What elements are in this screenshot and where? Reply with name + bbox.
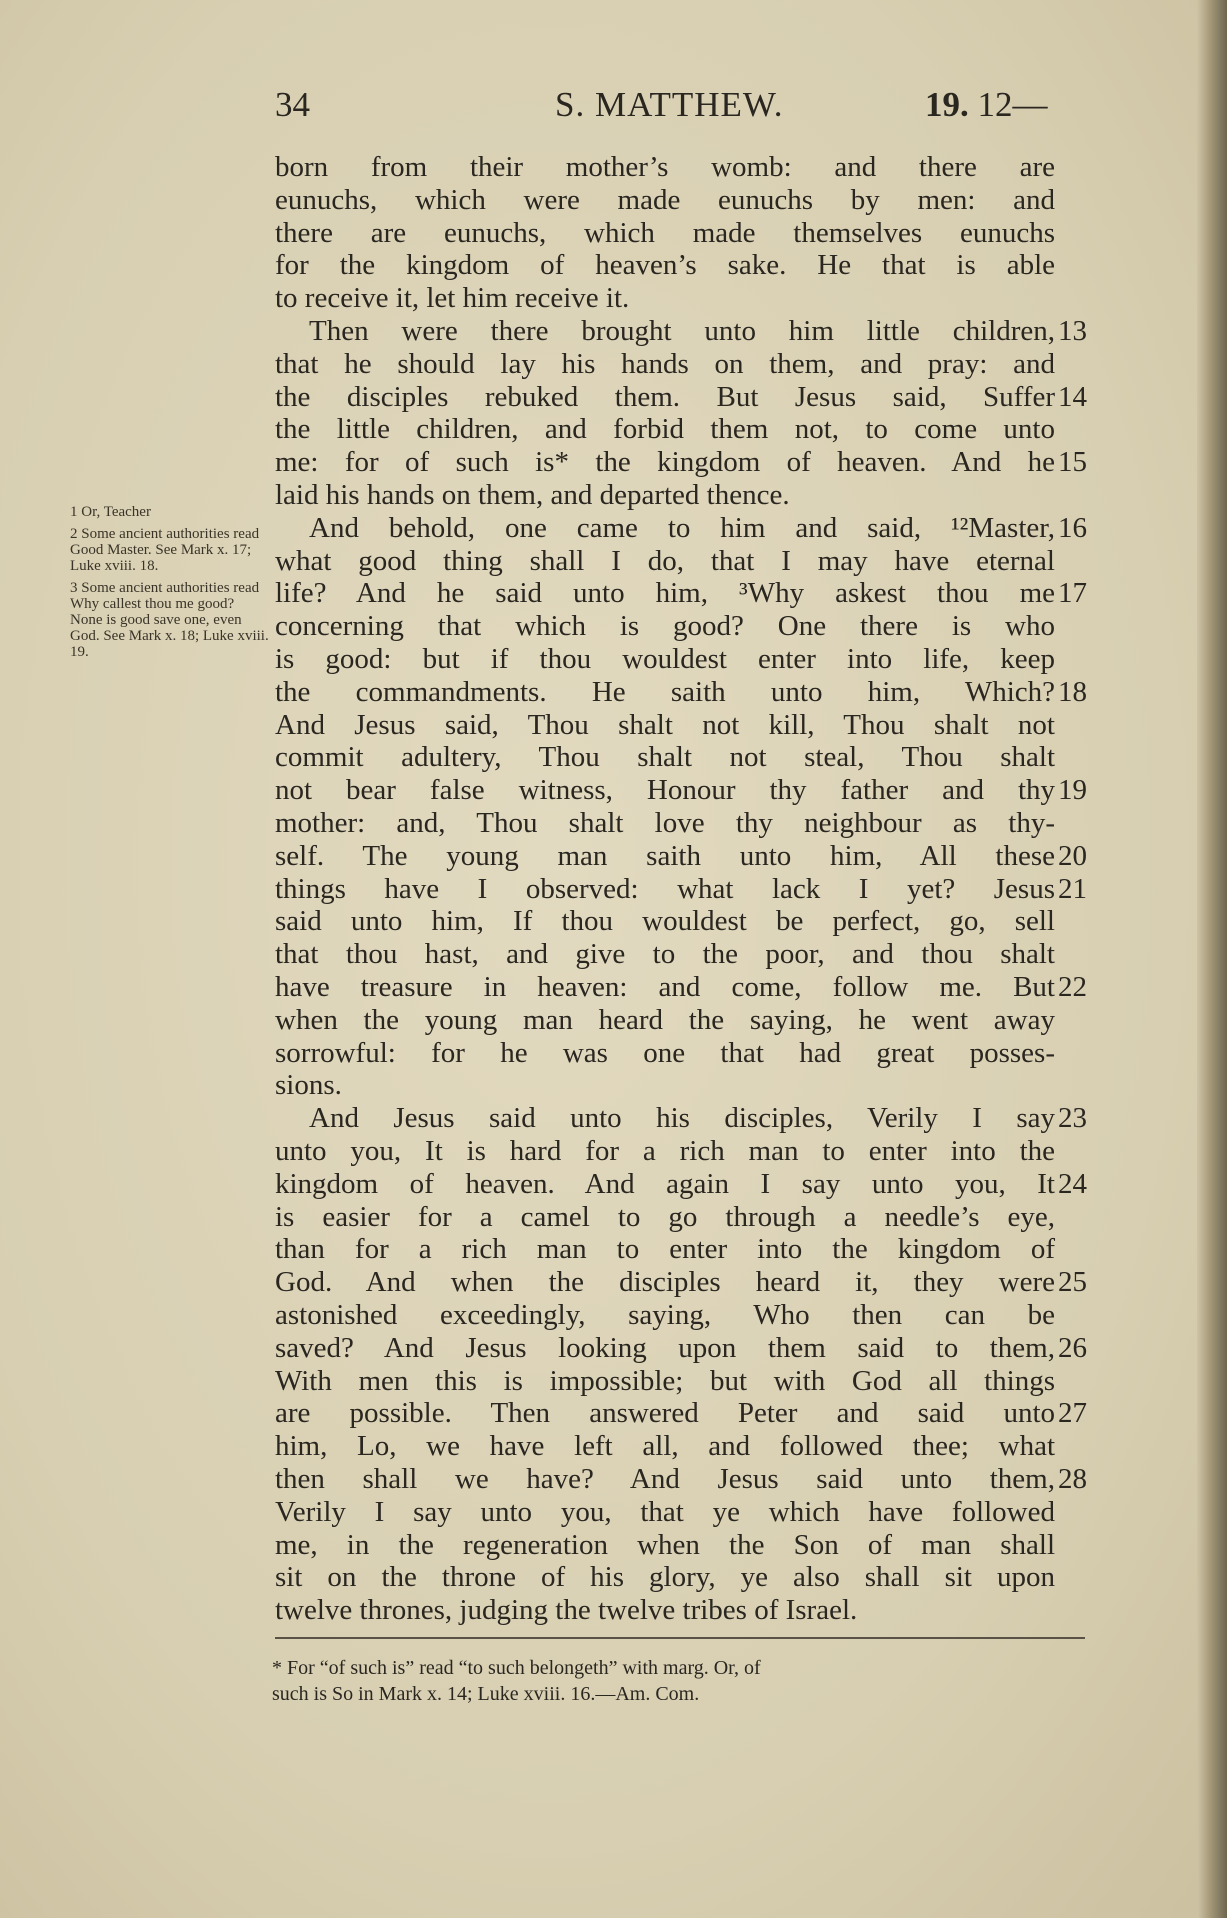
verse-number: 26	[1058, 1331, 1087, 1364]
running-header	[0, 85, 1227, 125]
text-line: God. And when the disciples heard it, they were	[275, 1266, 1055, 1299]
text-line: eunuchs, which were made eunuchs by men: and	[275, 183, 1055, 216]
verse-range: 12—	[977, 85, 1048, 124]
footnote	[272, 1655, 1092, 1707]
verse-number: 24	[1058, 1167, 1087, 1200]
text-line: astonished exceedingly, saying, Who then can be	[275, 1299, 1055, 1331]
text-line: born from their mother’s womb: and there are	[275, 151, 1055, 183]
text-line: sions.	[275, 1069, 342, 1102]
text-line: is easier for a camel to go through a needle’s eye,	[275, 1200, 1055, 1233]
margin-note: 2 Some ancient authorities read Good Master. See Mark x. 17; Luke xviii. 18.	[70, 526, 260, 574]
text-line: mother: and, Thou shalt love thy neighbour as thy-	[275, 807, 1055, 839]
footnote-line: such is So in Mark x. 14; Luke xviii. 16.—Am. Com.	[272, 1683, 700, 1705]
text-line: said unto him, If thou wouldest be perfect, go, sell	[275, 905, 1055, 938]
text-line: him, Lo, we have left all, and followed thee; what	[275, 1430, 1055, 1463]
text-line: concerning that which is good? One there is who	[275, 610, 1055, 643]
text-line: laid his hands on them, and departed thence.	[275, 479, 790, 511]
text-line: is good: but if thou wouldest enter into life, keep	[275, 643, 1055, 675]
running-title: S. MATTHEW.	[555, 85, 784, 124]
footnote-rule	[275, 1637, 1085, 1639]
text-line: sorrowful: for he was one that had great posses-	[275, 1036, 1055, 1069]
text-line: when the young man heard the saying, he went away	[275, 1003, 1055, 1036]
margin-notes	[70, 504, 270, 666]
text-line: the commandments. He saith unto him, Which?	[275, 675, 1055, 708]
text-line: the little children, and forbid them not, to come unto	[275, 413, 1055, 446]
text-line: than for a rich man to enter into the kingdom of	[275, 1233, 1055, 1266]
page-number: 34	[275, 85, 310, 124]
text-line: saved? And Jesus looking upon them said to them,	[275, 1331, 1055, 1364]
text-line: have treasure in heaven: and come, follow me. But	[275, 971, 1055, 1003]
verse-number: 20	[1058, 839, 1087, 872]
text-line: Verily I say unto you, that ye which have followed	[275, 1495, 1055, 1528]
chapter-reference	[925, 85, 1048, 125]
text-line: me: for of such is* the kingdom of heaven. And he	[275, 446, 1055, 479]
text-line: kingdom of heaven. And again I say unto you, It	[275, 1167, 1055, 1200]
text-line: twelve thrones, judging the twelve tribes of Israel.	[275, 1594, 858, 1627]
margin-note: 1 Or, Teacher	[70, 504, 151, 520]
text-line: self. The young man saith unto him, All these	[275, 839, 1055, 872]
text-line: that thou hast, and give to the poor, and thou shalt	[275, 938, 1055, 971]
text-line: And Jesus said unto his disciples, Verily I say	[309, 1102, 1055, 1135]
text-line: life? And he said unto him, ³Why askest thou me	[275, 577, 1055, 610]
text-line: And Jesus said, Thou shalt not kill, Thou shalt not	[275, 708, 1055, 741]
text-line: for the kingdom of heaven’s sake. He that is able	[275, 249, 1055, 282]
text-line: then shall we have? And Jesus said unto them,	[275, 1463, 1055, 1495]
verse-number: 28	[1058, 1463, 1087, 1495]
page-gutter	[1197, 0, 1227, 1918]
chapter-number: 19.	[925, 85, 969, 124]
text-line: Then were there brought unto him little children,	[309, 315, 1055, 347]
verse-number: 23	[1058, 1102, 1087, 1135]
margin-note: 3 Some ancient authorities read Why callest thou me good? None is good save one, even God. See Mark x. 18; Luke xviii. 19.	[70, 580, 269, 660]
verse-number: 16	[1058, 511, 1087, 544]
footnote-line: * For “of such is” read “to such belongeth” with marg. Or, of	[272, 1657, 761, 1679]
verse-number: 14	[1058, 380, 1087, 413]
text-line: that he should lay his hands on them, and pray: and	[275, 347, 1055, 380]
verse-number: 17	[1058, 577, 1087, 610]
text-line: commit adultery, Thou shalt not steal, Thou shalt	[275, 741, 1055, 774]
text-line: what good thing shall I do, that I may have eternal	[275, 544, 1055, 577]
text-line: the disciples rebuked them. But Jesus said, Suffer	[275, 380, 1055, 413]
verse-number: 21	[1058, 872, 1087, 905]
verse-number: 19	[1058, 774, 1087, 807]
text-line: With men this is impossible; but with God all things	[275, 1364, 1055, 1397]
text-line: unto you, It is hard for a rich man to enter into the	[275, 1135, 1055, 1167]
verse-number: 18	[1058, 675, 1087, 708]
text-line: sit on the throne of his glory, ye also shall sit upon	[275, 1561, 1055, 1594]
text-line: me, in the regeneration when the Son of man shall	[275, 1528, 1055, 1561]
verse-number: 25	[1058, 1266, 1087, 1299]
verse-number: 27	[1058, 1397, 1087, 1430]
verse-number: 13	[1058, 315, 1087, 347]
text-line: not bear false witness, Honour thy father and thy	[275, 774, 1055, 807]
text-line: things have I observed: what lack I yet? Jesus	[275, 872, 1055, 905]
text-line: there are eunuchs, which made themselves eunuchs	[275, 216, 1055, 249]
text-line: are possible. Then answered Peter and said unto	[275, 1397, 1055, 1430]
text-line: And behold, one came to him and said, ¹²Master,	[309, 511, 1055, 544]
verse-number: 15	[1058, 446, 1087, 479]
verse-number: 22	[1058, 971, 1087, 1003]
text-line: to receive it, let him receive it.	[275, 282, 630, 315]
